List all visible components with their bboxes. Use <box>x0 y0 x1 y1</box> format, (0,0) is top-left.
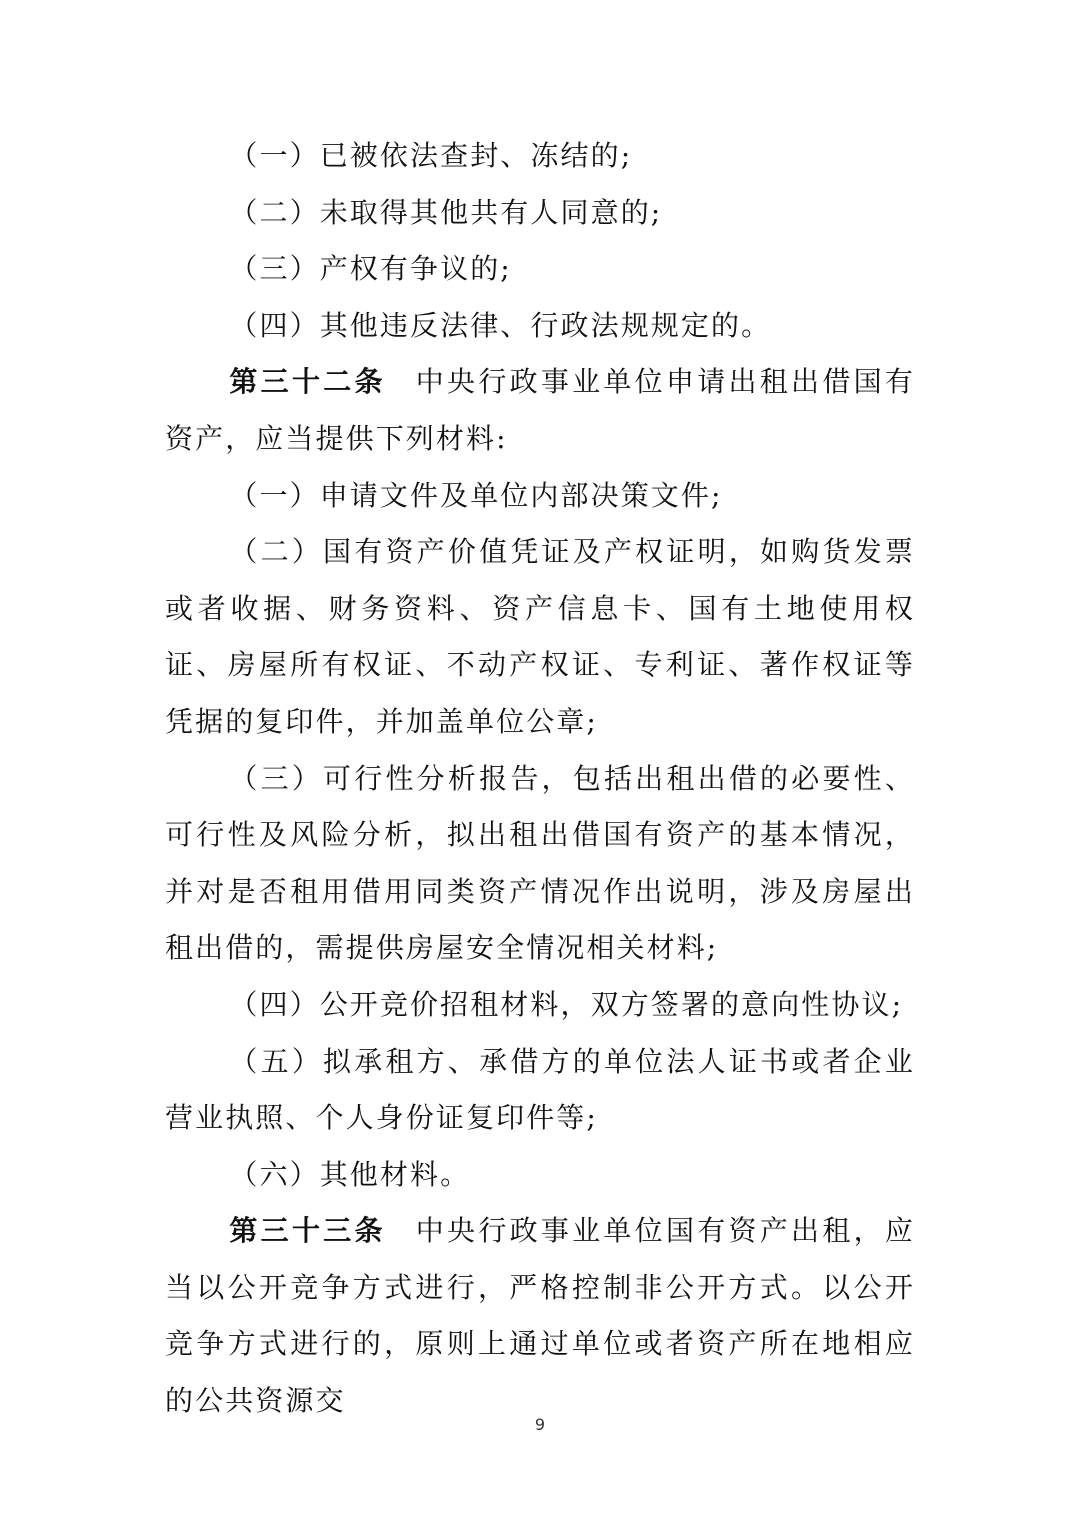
article-paragraph <box>165 1203 915 1429</box>
list-item <box>165 977 915 1034</box>
list-item <box>165 185 915 242</box>
paragraph-text: （四）公开竞价招租材料，双方签署的意向性协议; <box>229 987 904 1021</box>
paragraph-text: （四）其他违反法律、行政法规规定的。 <box>229 308 772 342</box>
paragraph-text: （二）国有资产价值凭证及产权证明，如购货发票或者收据、财务资料、资产信息卡、国有土地使用权证、房屋所有权证、不动产权证、专利证、著作权证等凭据的复印件，并加盖单位公章; <box>165 535 915 738</box>
list-item <box>165 128 915 185</box>
list-item <box>165 1147 915 1204</box>
list-item <box>165 1034 915 1147</box>
page-number: 9 <box>534 1415 546 1434</box>
article-paragraph <box>165 354 915 467</box>
paragraph-text: （六）其他材料。 <box>229 1157 471 1191</box>
paragraph-text: （三）产权有争议的; <box>229 252 512 286</box>
paragraph-text: （一）申请文件及单位内部决策文件; <box>229 478 723 512</box>
paragraph-text: （三）可行性分析报告，包括出租出借的必要性、可行性及风险分析，拟出租出借国有资产的基本情况，并对是否租用借用同类资产情况作出说明，涉及房屋出租出借的，需提供房屋安全情况相关材料; <box>165 761 915 965</box>
article-heading: 第三十二条 <box>229 365 386 399</box>
paragraph-text: （五）拟承租方、承借方的单位法人证书或者企业营业执照、个人身份证复印件等; <box>165 1044 915 1135</box>
paragraph-text: 中央行政事业单位国有资产出租，应当以公开竞争方式进行，严格控制非公开方式。以公开竞争方式进行的，原则上通过单位或者资产所在地相应的公共资源交 <box>165 1214 915 1418</box>
document-body <box>165 128 915 1430</box>
article-heading: 第三十三条 <box>229 1214 386 1248</box>
list-item <box>165 298 915 355</box>
list-item <box>165 468 915 525</box>
list-item <box>165 241 915 298</box>
paragraph-text: （二）未取得其他共有人同意的; <box>229 195 663 229</box>
list-item <box>165 524 915 750</box>
list-item <box>165 751 915 977</box>
paragraph-text: （一）已被依法查封、冻结的; <box>229 139 633 172</box>
paragraph-text: 中央行政事业单位申请出租出借国有资产，应当提供下列材料: <box>165 365 915 455</box>
